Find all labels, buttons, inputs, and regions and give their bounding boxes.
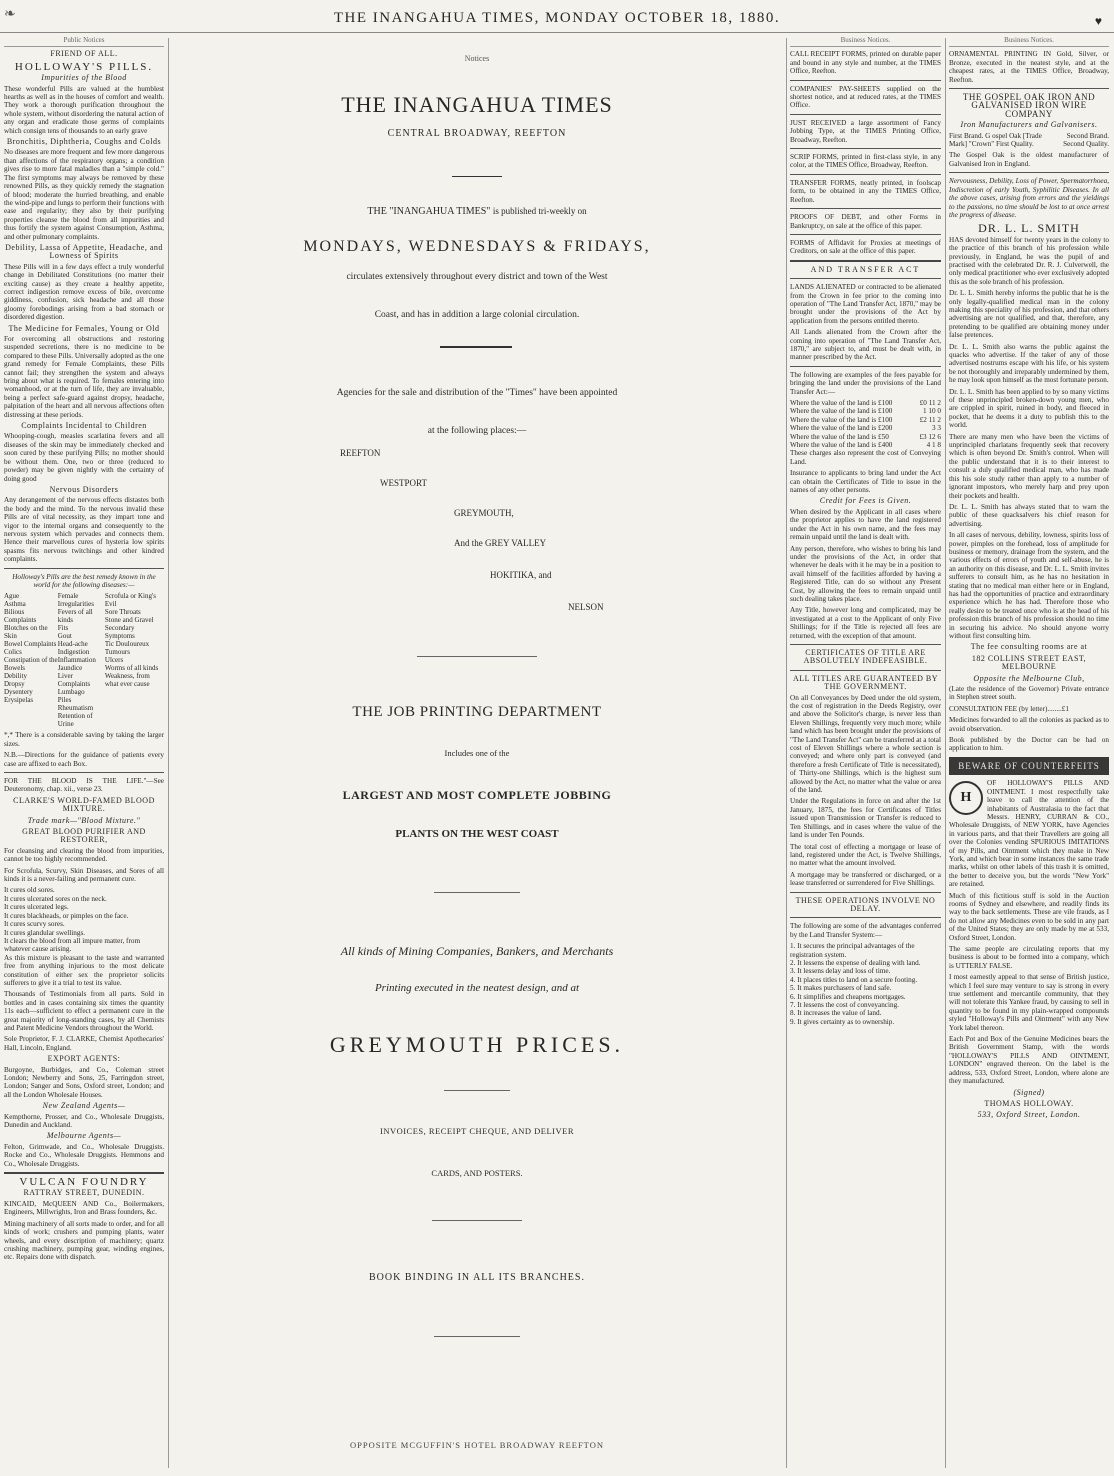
consult-address-line: Opposite the Melbourne Club, (973, 673, 1085, 683)
note: N.B.—Directions for the guidance of patients every case are affixed to each Box. (4, 751, 164, 768)
place-greymouth: GREYMOUTH, (454, 508, 514, 518)
divider (790, 234, 941, 235)
notice-scrip: SCRIP FORMS, printed in first-class style, in any color, at the TIMES Office, Broadway, Reefton. (790, 153, 941, 170)
body-paragraph: Kempthorne, Prosser, and Co., Wholesale Druggists, Dunedin and Auckland. (4, 1112, 164, 1130)
notice-transfer: TRANSFER FORMS, neatly printed, in foolscap form, to be obtained in any the TIMES Office, Reefton. (790, 178, 941, 204)
divider (790, 917, 941, 918)
fee-row: Where the value of the land is £100 £0 11 2 (790, 399, 941, 407)
divider (790, 80, 941, 81)
body-paragraph: In all cases of nervous, debility, lowness, spirits loss of power, pimples on the forehead, loss of amplitude for business or memory, drainage from the system, and the various effects of errors of youth and self-abuse, he is an authority on this disease, and Dr. L. L. Smith invites sufferers to consult him, as he has no hesitation in stating that no medical man either here or in England, has had the opportunities of practice and extraordinary experience which he has had. Therefore those who really desire to be treated once who is at the head of his profession this branch of his profession should no time in securing his advice. No should anyone worry without first consulting him. (949, 531, 1109, 640)
places-intro: at the following places:— (427, 426, 527, 436)
column-business-notices (790, 36, 941, 1472)
trademark-line: Trade mark—"Blood Mixture." (27, 815, 141, 825)
disease-item: Inflammation (57, 656, 96, 665)
cure-item: It cures glandular swellings. (4, 928, 86, 937)
disease-item: Bowel Complaints (4, 640, 57, 649)
body-paragraph: Any derangement of the nervous effects distastes both the body and the mind. To the nervous invalid these Pills are of vital necessity, as they impart tone and vigor to the internal organs and consequently to the nervous system which pervades and connects them. Hence their marvellous cures of hysteria low spirits spasms fits nervous twitchings and other kindred complaints. (4, 496, 164, 564)
gospel-oak-heading: THE GOSPEL OAK IRON AND GALVANISED IRON WIRE COMPANY (962, 92, 1096, 119)
operations-heading: THESE OPERATIONS INVOLVE NO DELAY. (795, 895, 936, 913)
column-advertisements (949, 36, 1109, 1472)
cure-item: It clears the blood from all impure matter, from whatever cause arising. (4, 936, 141, 954)
brands-row (949, 132, 1109, 149)
body-paragraph: Medicines forwarded to all the colonies as packed as to avoid observation. (949, 716, 1109, 733)
agencies-line: Agencies for the sale and distribution of the "Times" have been appointed (336, 388, 618, 398)
friend-heading: FRIEND OF ALL. (50, 49, 118, 59)
body-paragraph: These Pills will in a few days effect a truly wonderful change in Debilitated Constitutions (no matter their exciting cause) as they create a healthy appetite, correct indigestion remove excess of bile, overcome giddiness, confusion, sick headache and all those gloomy forebodings arising from a bad stomach or disordered digestion. (4, 262, 164, 322)
body-paragraph: Mining machinery of all sorts made to order, and for all kinds of work; crushers and pumping plants, water wheels, and every description of machinery; quartz crushing machinery, pumping gear, winding engines, etc. Repairs done with dispatch. (4, 1219, 164, 1262)
cure-item: It cures ulcerated sores on the neck. (4, 894, 107, 903)
divider (949, 172, 1109, 173)
body-paragraph: Each Pot and Box of the Genuine Medicines bears the British Government Stamp, with the words "HOLLOWAY'S PILLS AND OINTMENT, LONDON" engraved thereon. On the label is the address, 533, Oxford Street, London, where alone are they manufactured. (949, 1035, 1109, 1086)
divider (949, 88, 1109, 89)
divider (434, 892, 520, 893)
masthead-title: THE INANGAHUA TIMES, MONDAY OCTOBER 18, 1880. (333, 10, 781, 26)
disease-item: Rheumatism (57, 704, 94, 713)
disease-item: Gout (57, 632, 72, 641)
disease-item: Head-ache (57, 640, 88, 649)
greymouth-prices-heading: GREYMOUTH PRICES. (329, 1032, 625, 1057)
holloway-warning-text: OF HOLLOWAY'S PILLS AND OINTMENT. I most respectfully take leave to call the attention of the inhabitants of Australasia to the fact that Messrs. HENRY, CURRAN & CO., Wholesale Druggists, of NEW YORK, have Agencies in various parts, and that their Travellers are going all over the Colonies vending SPURIOUS IMITATIONS of my Pills, and Ointment which they make in New York, and which bear in some instances the same trade marks, whilst on other labels of this trash it is omitted, the better to deceive you, but the words "New York" are retained. (949, 779, 1109, 889)
holloway-pills-heading: HOLLOWAY'S PILLS. (14, 60, 154, 73)
holloway-warning (949, 779, 1109, 888)
invoices-line: INVOICES, RECEIPT CHEQUE, AND DELIVER (379, 1126, 574, 1136)
circulation-line: circulates extensively throughout every district and town of the West (346, 272, 608, 282)
newspaper-address: CENTRAL BROADWAY, REEFTON (387, 128, 567, 139)
purifier-heading: GREAT BLOOD PURIFIER AND RESTORER, (22, 827, 146, 845)
subheading: Impurities of the Blood (41, 73, 127, 83)
signature-line: THOMAS HOLLOWAY. (984, 1098, 1074, 1108)
subheading: Bronchitis, Diphtheria, Coughs and Colds (6, 137, 162, 147)
advantage-item: 8. It increases the value of land. (790, 1009, 882, 1018)
disease-item: Constipation of the Bowels (4, 656, 58, 673)
disease-item: Asthma (4, 600, 26, 609)
disease-item: Ague (4, 592, 20, 601)
divider (4, 772, 164, 773)
book-binding-line: BOOK BINDING IN ALL ITS BRANCHES. (369, 1272, 585, 1283)
body-paragraph: Whooping-cough, measles scarlatina fevers and all diseases of the skin may be immediately checked and soon cured by these purifying Pills; no mother should be without them. One, two or three (reduced to powder) may be given nightly with the certainty of doing good (4, 432, 164, 483)
divider (417, 656, 537, 657)
job-printing-heading: THE JOB PRINTING DEPARTMENT (352, 704, 602, 720)
largest-line: LARGEST AND MOST COMPLETE JOBBING (342, 788, 612, 802)
body-paragraph: No diseases are more frequent and few more dangerous than affections of the respiratory organs; a condition gives rise to more fatal maladies than a "simple cold." The first symptoms may always be removed by these renowned Pills, as they quickly remedy the stagnation of blood; moderate the hurried breathing, and enable the wind-pipe and lungs to perform their functions with ease and regularity; they also by their purifying properties cleanse the blood from all impurities and thus fortify the system against Consumption, Asthma, and other pulmonary complaints. (4, 148, 164, 241)
body-paragraph: For cleansing and clearing the blood from impurities, cannot be too highly recommended. (4, 846, 164, 864)
body-paragraph: A mortgage may be transferred or discharged, or a lease transferred or surrendered for Five Shillings. (790, 870, 941, 888)
fee-row: Where the value of the land is £200 3 3 (790, 424, 941, 433)
body-paragraph: Thousands of Testimonials from all parts. Sold in bottles and in cases containing six times the quantity 11s each—sufficient to effect a permanent cure in the great majority of long-standing cases, by all Chemists and Patent Medicine Vendors throughout the World. (4, 990, 164, 1032)
masthead (0, 0, 1114, 33)
disease-item: Sore Throats (104, 608, 141, 617)
advantage-item: 1. It secures the principal advantages of the registration system. (790, 942, 915, 959)
advantage-item: 9. It gives certainty as to ownership. (790, 1017, 895, 1026)
divider (432, 1220, 522, 1221)
disease-item: Colics (4, 648, 22, 657)
divider (4, 1172, 164, 1174)
disease-item: Lumbago (57, 688, 85, 697)
clarke-heading: CLARKE'S WORLD-FAMED BLOOD MIXTURE. (13, 795, 155, 814)
published-line (172, 206, 782, 217)
mining-line: All kinds of Mining Companies, Bankers, and Merchants (340, 944, 614, 958)
fee-row: Where the value of the land is £100 £2 11 2 (790, 415, 941, 424)
column-heading: Notices (464, 54, 490, 63)
body-paragraph: The same people are circulating reports that my business is about to be formed into a company, which is UTTERLY FALSE. (949, 945, 1109, 970)
cards-line: CARDS, AND POSTERS. (431, 1168, 523, 1178)
body-paragraph: All Lands alienated from the Crown after the coming into operation of "The Land Transfer Act, 1870," are subject to, and must be dealt with, in manner prescribed by the Act. (790, 328, 941, 362)
cure-item: It cures blackheads, or pimples on the face. (4, 911, 129, 920)
disease-item: Dysentery (4, 688, 33, 697)
consult-line: The fee consulting rooms are at (970, 642, 1088, 652)
inangahua-times-advertisement (172, 36, 782, 1472)
notice-call-receipt: CALL RECEIPT FORMS, printed on durable paper and bound in any style and number, at the TIMES Office, Reefton. (790, 50, 941, 76)
advantage-item: 2. It lessens the expense of dealing with land. (790, 958, 921, 967)
body-paragraph: KINCAID, McQUEEN AND Co., Boilermakers, Engineers, Millwrights, Iron and Brass founders, &c. (4, 1199, 164, 1217)
disease-item: Tumours (104, 648, 130, 657)
place-nelson: NELSON (568, 602, 604, 612)
body-paragraph: For overcoming all obstructions and restoring suspended secretions, there is no medicine to be compared to these Pills. Universally adopted as the one grand remedy for Female Complaints, these Pills cannot fail; they strengthen the system and always bring about what is required. To females entering into womanhood, or at the turn of life, they are invaluable, being a perfect safe-guard against dropsy, headache, palpitation of the heart and all nervous affections often distressing at these periods. (4, 335, 164, 419)
place-hokitika: HOKITIKA, and (490, 570, 552, 580)
disease-item: Bilious Complaints (4, 608, 37, 625)
divider (790, 644, 941, 645)
disease-item: Weakness, from what ever cause (104, 672, 150, 689)
body-paragraph: LANDS ALIENATED or contracted to be alienated from the Crown in fee prior to the coming into operation of "The Land Transfer Act, 1870," may be brought under the provisions of the Act by application from the persons entitled thereto. (790, 283, 941, 325)
printing-line: Printing executed in the neatest design, and at (374, 982, 580, 994)
body-paragraph: Dr. L. L. Smith has been applied to by so many victims of these unprincipled broken-down young men, who are crippled in spirit, ruined in body, and fleeced in pocket, that he deems it a duty to publish this to the world. (949, 387, 1109, 430)
subheading: EXPORT AGENTS: (47, 1054, 121, 1064)
notice-ornamental-printing: ORNAMENTAL PRINTING IN Gold, Silver, or Bronze, executed in the neatest style, and at the cheapest rates, at the TIMES Office, Broadway, Reefton. (949, 50, 1109, 84)
subheading: Debility, Lassa of Appetite, Headache, and Lowness of Spirits (5, 242, 163, 261)
advantage-item: 4. It places titles to land on a secure footing. (790, 975, 918, 984)
best-remedy-line: Holloway's Pills are the best remedy known in the world for the following diseases:— (12, 572, 156, 589)
fee-row: Where the value of the land is £400 4 1 8 (790, 441, 941, 450)
body-paragraph: Dr. L. L. Smith also warns the public against the quacks who advertise. If the taker of any of those advertised nostrums escape with his life, or his system be not thoroughly and irreparably undermined by them, he may look upon himself as the most fortunate person. (949, 342, 1109, 385)
notice-forms: FORMS of Affidavit for Proxies at meetings of Creditors, on sale at the office of this paper. (790, 238, 941, 256)
disease-item: Blotches on the Skin (4, 624, 48, 641)
disease-item: Liver Complaints (57, 672, 91, 689)
disease-item: Jaundice (57, 664, 83, 673)
consult-address: 182 COLLINS STREET EAST, MELBOURNE (971, 653, 1087, 672)
body-paragraph: There are many men who have been the victims of unprincipled charlatans frequently seek that recovery which is often beyond Dr. Smith's control. When will the public understand that it is to their interest to consult a duly qualified medical man, who has made this his sole study rather than apply to a number of ignorant impostors, who merely harp and prey upon their pockets and health. (949, 432, 1109, 500)
disease-item: Ulcers (104, 656, 124, 665)
disease-item: Secondary Symptoms (104, 624, 135, 641)
cure-item: It cures scurvy sores. (4, 920, 65, 929)
notice-companies: COMPANIES' PAY-SHEETS supplied on the shortest notice, and at reduced rates, at the TIMES Office. (790, 84, 941, 110)
body-paragraph: When desired by the Applicant in all cases where the proprietor applies to have the land registered under the Act in his own name, and the fees may remain unpaid until the land is dealt with. (790, 507, 941, 542)
beware-counterfeits-banner: BEWARE OF COUNTERFEITS (949, 757, 1109, 775)
place-westport: WESTPORT (380, 478, 427, 488)
disease-item: Indigestion (57, 648, 90, 657)
gospel-oak-subheading: Iron Manufacturers and Galvanisers. (960, 120, 1098, 130)
place-reefton: REEFTON (340, 448, 381, 458)
disease-item: Erysipelas (4, 696, 34, 705)
disease-item: Debility (4, 672, 27, 681)
diseases-table (4, 592, 164, 728)
published-text: is published tri-weekly on (492, 206, 587, 216)
divider (790, 114, 941, 115)
advantage-item: 7. It lessens the cost of conveyancing. (790, 1001, 899, 1009)
column-heading: Business Notices. (790, 36, 941, 47)
column-heading: Business Notices. (949, 36, 1109, 47)
consultation-fee: CONSULTATION FEE (by letter)........£1 (949, 704, 1069, 713)
vulcan-subheading: RATTRAY STREET, DUNEDIN. (23, 1188, 145, 1198)
opposite-line: OPPOSITE MCGUFFIN'S HOTEL BROADWAY REEFTON (349, 1440, 604, 1450)
notice-just-received: JUST RECEIVED a large assortment of Fancy Jobbing Type, at the TIMES Printing Office, Broadway, Reefton. (790, 118, 941, 144)
subheading: Complaints Incidental to Children (21, 421, 147, 431)
signature-address: 533, Oxford Street, London. (977, 1110, 1081, 1120)
subheading: The Medicine for Females, Young or Old (8, 323, 160, 333)
divider (790, 366, 941, 367)
divider (4, 568, 164, 569)
body-paragraph: These wonderful Pills are valued at the humblest hearths as well as in the houses of comfort and wealth. They work a thorough purification throughout the whole system, without disordering the natural action of any organ and eradicate those germs of complaints which consign tens of thousands to an early grave (4, 84, 164, 135)
advantage-item: 5. It makes purchasers of land safe. (790, 984, 892, 993)
divider (790, 670, 941, 671)
divider (790, 892, 941, 893)
cure-item: It cures ulcerated legs. (4, 903, 69, 912)
divider (790, 208, 941, 209)
column-divider (786, 38, 787, 1468)
advantage-item: 6. It simplifies and cheapens mortgages. (790, 992, 906, 1001)
disease-item: Stone and Gravel (104, 616, 154, 625)
nervousness-paragraph: Nervousness, Debility, Loss of Power, Spermatorrhoea, Indiscretion of early Youth, Syphilitic Diseases. In all the above cases, arising from errors and the yieldings to the passions, no time should be lost to at once arrest the progress of disease. (949, 177, 1109, 219)
divider (452, 176, 502, 177)
column-heading: Public Notices (4, 36, 164, 47)
diseases-column-c (105, 592, 164, 728)
body-paragraph: The Gospel Oak is the oldest manufacturer of Galvanised Iron in England. (949, 151, 1109, 168)
body-paragraph: These charges also represent the cost of Conveying Land. (790, 449, 941, 466)
advantage-item: 3. It lessens delay and loss of time. (790, 967, 891, 976)
diseases-column-a (4, 592, 58, 728)
note: *,* There is a considerable saving by taking the larger sizes. (4, 731, 164, 748)
advantages-list (790, 942, 941, 1026)
subheading: Nervous Disorders (49, 484, 119, 494)
column-divider (945, 38, 946, 1468)
disease-item: Piles (57, 696, 72, 705)
disease-item: Worms of all kinds (104, 664, 159, 673)
publication-days: MONDAYS, WEDNESDAYS & FRIDAYS, (303, 238, 651, 255)
blood-verse: FOR THE BLOOD IS THE LIFE."—See Deuteronomy, chap. xii., verse 23. (4, 777, 164, 794)
circulation-line: Coast, and has in addition a large colonial circulation. (374, 310, 580, 320)
body-paragraph: Book published by the Doctor can be had on application to him. (949, 736, 1109, 753)
disease-item: Retention of Urine (57, 712, 93, 729)
body-paragraph: On all Conveyances by Deed under the old system, the cost of registration in the Deeds Registry, over and above the Solicitor's charge, is never less than Eleven Shillings, frequently very much more; while land which has been brought under the provisions of "The Land Transfer Act" can be transferred at a total cost of Eleven Shillings where a whole section is conveyed; and where only part is conveyed (and therefore a fresh Certificate of Title is necessitated), of Thirty-one Shillings, which is the highest sum allowed by the Act, no matter what the value or area of the land. (790, 693, 941, 795)
disease-item: Female Irregularities (57, 592, 94, 609)
body-paragraph: Felton, Grimwade, and Co., Wholesale Druggists. Rocke and Co., Wholesale Druggists. Hemmons and Co., Wholesale Druggists. (4, 1142, 164, 1168)
place-grey-valley: And the GREY VALLEY (454, 538, 547, 548)
disease-item: Fits (57, 624, 69, 633)
body-paragraph: HAS devoted himself for twenty years in the colony to the practice of this branch of his profession while previously, in England, he was the pupil of and practised with the celebrated Dr. R. J. Culverwell, the only medical practitioner who ever exclusively adopted this as the sole branch of his profession. (949, 235, 1109, 286)
body-paragraph: The following are some of the advantages conferred by the Land Transfer System:— (790, 922, 941, 939)
certificates-heading: CERTIFICATES OF TITLE ARE ABSOLUTELY INDEFEASIBLE. (803, 647, 928, 666)
body-paragraph: Dr. L. L. Smith has always stated that to warn the public of these quacksalvers his chief reason for advertising. (949, 502, 1109, 528)
times-name: THE "INANGAHUA TIMES" (367, 206, 491, 217)
disease-item: Tic Douloureux (104, 640, 150, 649)
vulcan-heading: VULCAN FOUNDRY (19, 1176, 149, 1189)
subheading: New Zealand Agents— (42, 1101, 126, 1111)
cures-list (4, 886, 164, 953)
divider (440, 346, 512, 348)
fee-row: Where the value of the land is £100 1 10 0 (790, 407, 941, 416)
diseases-column-b (58, 592, 105, 728)
column-patent-medicines (4, 36, 164, 1472)
dr-smith-heading: DR. L. L. SMITH (978, 221, 1080, 236)
holloway-seal-icon: H (949, 781, 983, 815)
body-paragraph: Burgoyne, Burbidges, and Co., Coleman street London; Newberry and Sons, 25, Farringdon street, London; Sanger and Sons, Oxford street, London; and all the London Wholesale Houses. (4, 1065, 164, 1099)
disease-item: Scrofula or King's Evil (104, 592, 156, 609)
notice-proofs: PROOFS OF DEBT, and other Forms in Bankruptcy, on sale at the office of this paper. (790, 213, 941, 230)
body-paragraph: For Scrofula, Scurvy, Skin Diseases, and Sores of all kinds it is a never-failing and permanent cure. (4, 866, 164, 884)
guaranteed-heading: ALL TITLES ARE GUARANTEED BY THE GOVERNMENT. (792, 673, 939, 692)
newspaper-title: THE INANGAHUA TIMES (341, 92, 613, 117)
body-paragraph: The following are examples of the fees payable for bringing the land under the provisions of the Land Transfer Act:— (790, 370, 941, 396)
body-paragraph: As this mixture is pleasant to the taste and warranted free from anything injurious to the most delicate constitution of either sex the proprietor solicits sufferers to give it a trial to test its value. (4, 953, 164, 987)
body-paragraph: Under the Regulations in force on and after the 1st January, 1875, the fees for Certificates of Titles issued upon Transmission or Transfer is reduced to Ten Shillings, and in cases where the value of the land is under Ten Pounds. (790, 797, 941, 840)
includes-line: Includes one of the (444, 748, 510, 758)
subheading: Melbourne Agents— (46, 1131, 122, 1141)
body-paragraph: Sole Proprietor, F. J. CLARKE, Chemist Apothecaries' Hall, Lincoln, England. (4, 1035, 164, 1052)
first-brand: First Brand. G ospel Oak [Trade Mark] "Crown" First Quality. (949, 131, 1042, 149)
body-paragraph: Any person, therefore, who wishes to bring his land under the provisions of the Act, in order that whenever he deals with it he may be in a position to avail himself of the facilities afforded by having a Registered Title, can do so without any Present Cost, by allowing the fees to remain unpaid until such dealing takes place. (790, 544, 941, 603)
body-paragraph: Dr. L. L. Smith hereby informs the public that he is the only legally-qualified medical man in the colony making this speciality of his profession, and that others advertising are not qualified, and that, therefore, any pretending to be qualified are obtaining money under false pretences. (949, 289, 1109, 340)
body-paragraph: Insurance to applicants to bring land under the Act can obtain the Certificates of Title to issue in the names of any other persons. (790, 469, 941, 495)
cure-item: It cures old sores. (4, 886, 55, 895)
heart-icon: ♥ (1094, 14, 1102, 28)
disease-item: Fevers of all kinds (57, 608, 93, 625)
second-brand: Second Brand. Second Quality. (1063, 131, 1109, 149)
divider (790, 148, 941, 149)
signed-line: (Signed) (1013, 1087, 1045, 1097)
masthead-ornament-icon: ❧ (4, 7, 16, 22)
body-paragraph: (Late the residence of the Governor) Private entrance in Stephen street south. (949, 685, 1109, 702)
fees-list (790, 399, 941, 449)
body-paragraph: I most earnestly appeal to that sense of British justice, which I feel sure may venture to say is strong in every true settlement and mercantile community, that they will not tolerate this Yankee fraud, by causing to sell in quantity to be found in my plain-wrapped compounds styled "Holloway's Pills and Ointment" with any New York label thereon. (949, 973, 1109, 1032)
divider (790, 278, 941, 279)
divider (434, 1336, 520, 1337)
divider (790, 174, 941, 175)
plants-line: PLANTS ON THE WEST COAST (395, 828, 559, 840)
subheading: Credit for Fees is Given. (819, 496, 912, 506)
column-divider (168, 38, 169, 1468)
land-transfer-heading: AND TRANSFER ACT (810, 264, 921, 274)
body-paragraph: Any Title, however long and complicated, may be investigated at a cost to the Applicant of only Five Shillings; for if the Title is rejected all fees are returned, with the exception of that amount. (790, 606, 941, 640)
divider (790, 260, 941, 262)
divider (444, 1090, 510, 1091)
body-paragraph: Much of this fictitious stuff is sold in the Auction rooms of Sydney and elsewhere, and readily finds its way to the back settlements. These are vile frauds, as I do not allow any Medicines even to be sold in any part of the United States; they are only made by me at 533, Oxford Street, London. (949, 891, 1109, 942)
fee-row: Where the value of the land is £50 £3 12 6 (790, 432, 941, 441)
disease-item: Dropsy (4, 680, 25, 689)
body-paragraph: The total cost of effecting a mortgage or lease of land, registered under the Act, is Twelve Shillings, no matter what the amount involved. (790, 842, 941, 868)
